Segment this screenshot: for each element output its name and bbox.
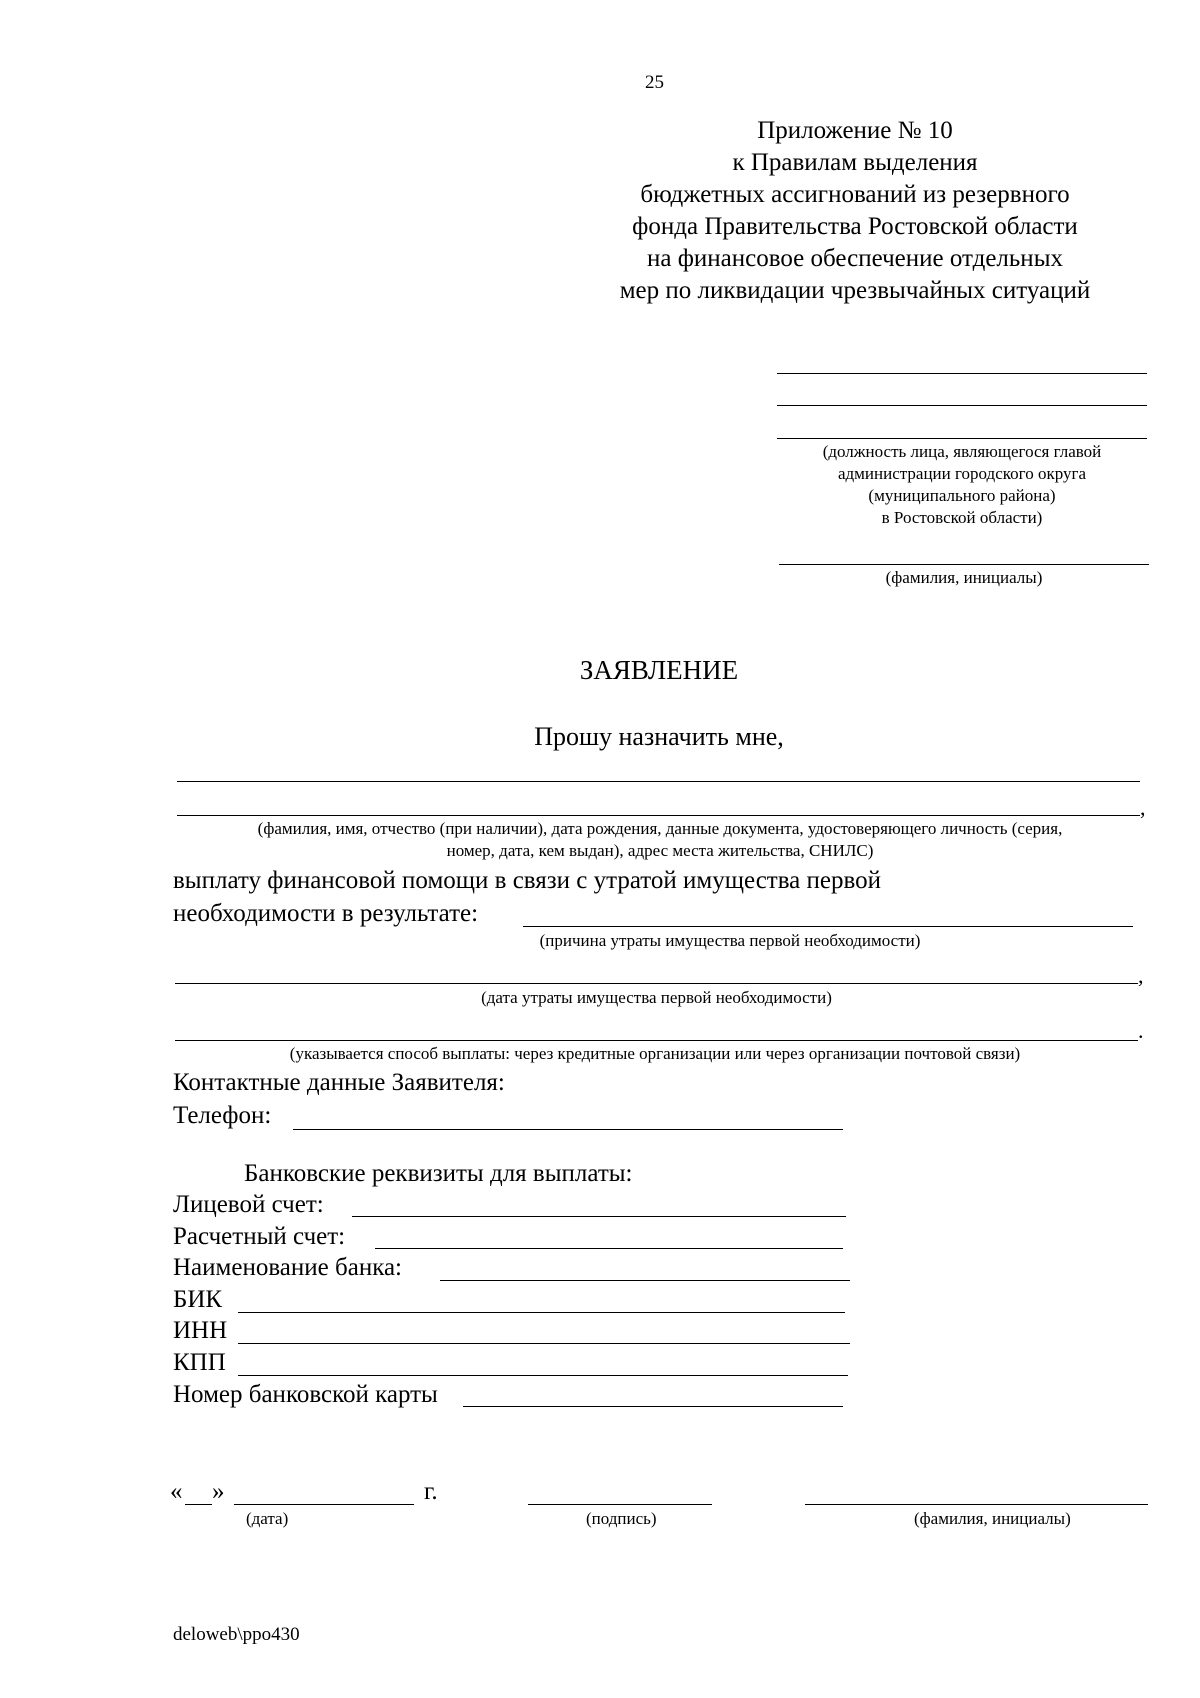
applicant-comma: , <box>1140 795 1146 820</box>
settlement-account-label: Расчетный счет: <box>173 1223 346 1250</box>
date-year-suffix: г. <box>424 1478 438 1505</box>
payment-text-line-2: необходимости в результате: <box>173 900 479 927</box>
addressee-name-line[interactable] <box>779 564 1149 565</box>
bank-title: Банковские реквизиты для выплаты: <box>244 1160 633 1187</box>
reason-hint: (причина утраты имущества первой необходимости) <box>539 931 921 950</box>
page-number: 25 <box>645 72 664 93</box>
kpp-line[interactable] <box>238 1375 848 1376</box>
phone-line[interactable] <box>293 1129 843 1130</box>
date-quote-close: » <box>212 1478 225 1505</box>
settlement-account-line[interactable] <box>375 1248 843 1249</box>
applicant-hint: (фамилия, имя, отчество (при наличии), дата рождения, данные документа, удостоверяющего личность (серия, номер, дата, кем выдан), адрес места жительства, СНИЛС) <box>257 819 1063 860</box>
bank-name-line[interactable] <box>440 1280 850 1281</box>
loss-date-hint: (дата утраты имущества первой необходимости) <box>481 988 832 1007</box>
loss-date-line[interactable] <box>175 983 1138 984</box>
date-quote-open: « <box>170 1478 183 1505</box>
appendix-line-4: фонда Правительства Ростовской области <box>632 213 1078 240</box>
reason-line[interactable] <box>523 926 1133 927</box>
appendix-line-6: мер по ликвидации чрезвычайных ситуаций <box>619 277 1091 304</box>
bank-name-label: Наименование банка: <box>173 1254 403 1281</box>
personal-account-label: Лицевой счет: <box>173 1191 324 1218</box>
card-number-line[interactable] <box>463 1406 843 1407</box>
signature-name-line[interactable] <box>805 1504 1148 1505</box>
appendix-line-5: на финансовое обеспечение отдельных <box>646 245 1063 272</box>
date-label: (дата) <box>246 1509 289 1528</box>
date-month-line[interactable] <box>234 1504 414 1505</box>
phone-label: Телефон: <box>173 1102 272 1129</box>
addressee-line-2[interactable] <box>777 405 1147 406</box>
inn-line[interactable] <box>238 1343 850 1344</box>
payment-method-line[interactable] <box>175 1040 1138 1041</box>
appendix-line-2: к Правилам выделения <box>732 149 978 176</box>
inn-label: ИНН <box>173 1317 228 1344</box>
appendix-header <box>600 115 1110 307</box>
loss-date-comma: , <box>1138 963 1144 988</box>
appendix-line-1: Приложение № 10 <box>757 117 953 144</box>
applicant-line-2[interactable] <box>177 815 1140 816</box>
payment-text-line-1: выплату финансовой помощи в связи с утратой имущества первой <box>173 867 882 894</box>
signature-name-label: (фамилия, инициалы) <box>914 1509 1071 1528</box>
signature-line[interactable] <box>528 1504 712 1505</box>
addressee-line-3[interactable] <box>777 438 1147 439</box>
card-number-label: Номер банковской карты <box>173 1381 438 1408</box>
bik-line[interactable] <box>238 1312 845 1313</box>
contacts-label: Контактные данные Заявителя: <box>173 1069 505 1096</box>
applicant-line-1[interactable] <box>177 781 1140 782</box>
footer-code: deloweb\ppo430 <box>173 1624 300 1645</box>
kpp-label: КПП <box>173 1349 226 1376</box>
addressee-position-hint: (должность лица, являющегося главой администрации городского округа (муниципального района) в Ростовской области) <box>822 442 1102 527</box>
addressee-line-1[interactable] <box>777 373 1147 374</box>
payment-method-period: . <box>1138 1018 1144 1043</box>
bik-label: БИК <box>173 1286 223 1313</box>
date-day-line[interactable] <box>185 1504 212 1505</box>
signature-label: (подпись) <box>586 1509 657 1528</box>
document-title: ЗАЯВЛЕНИЕ <box>579 655 739 685</box>
personal-account-line[interactable] <box>352 1216 846 1217</box>
appendix-line-3: бюджетных ассигнований из резервного <box>640 181 1070 208</box>
payment-method-hint: (указывается способ выплаты: через кредитные организации или через организации почтовой связи) <box>289 1044 1021 1063</box>
request-text: Прошу назначить мне, <box>534 722 784 751</box>
addressee-name-hint: (фамилия, инициалы) <box>885 568 1043 587</box>
